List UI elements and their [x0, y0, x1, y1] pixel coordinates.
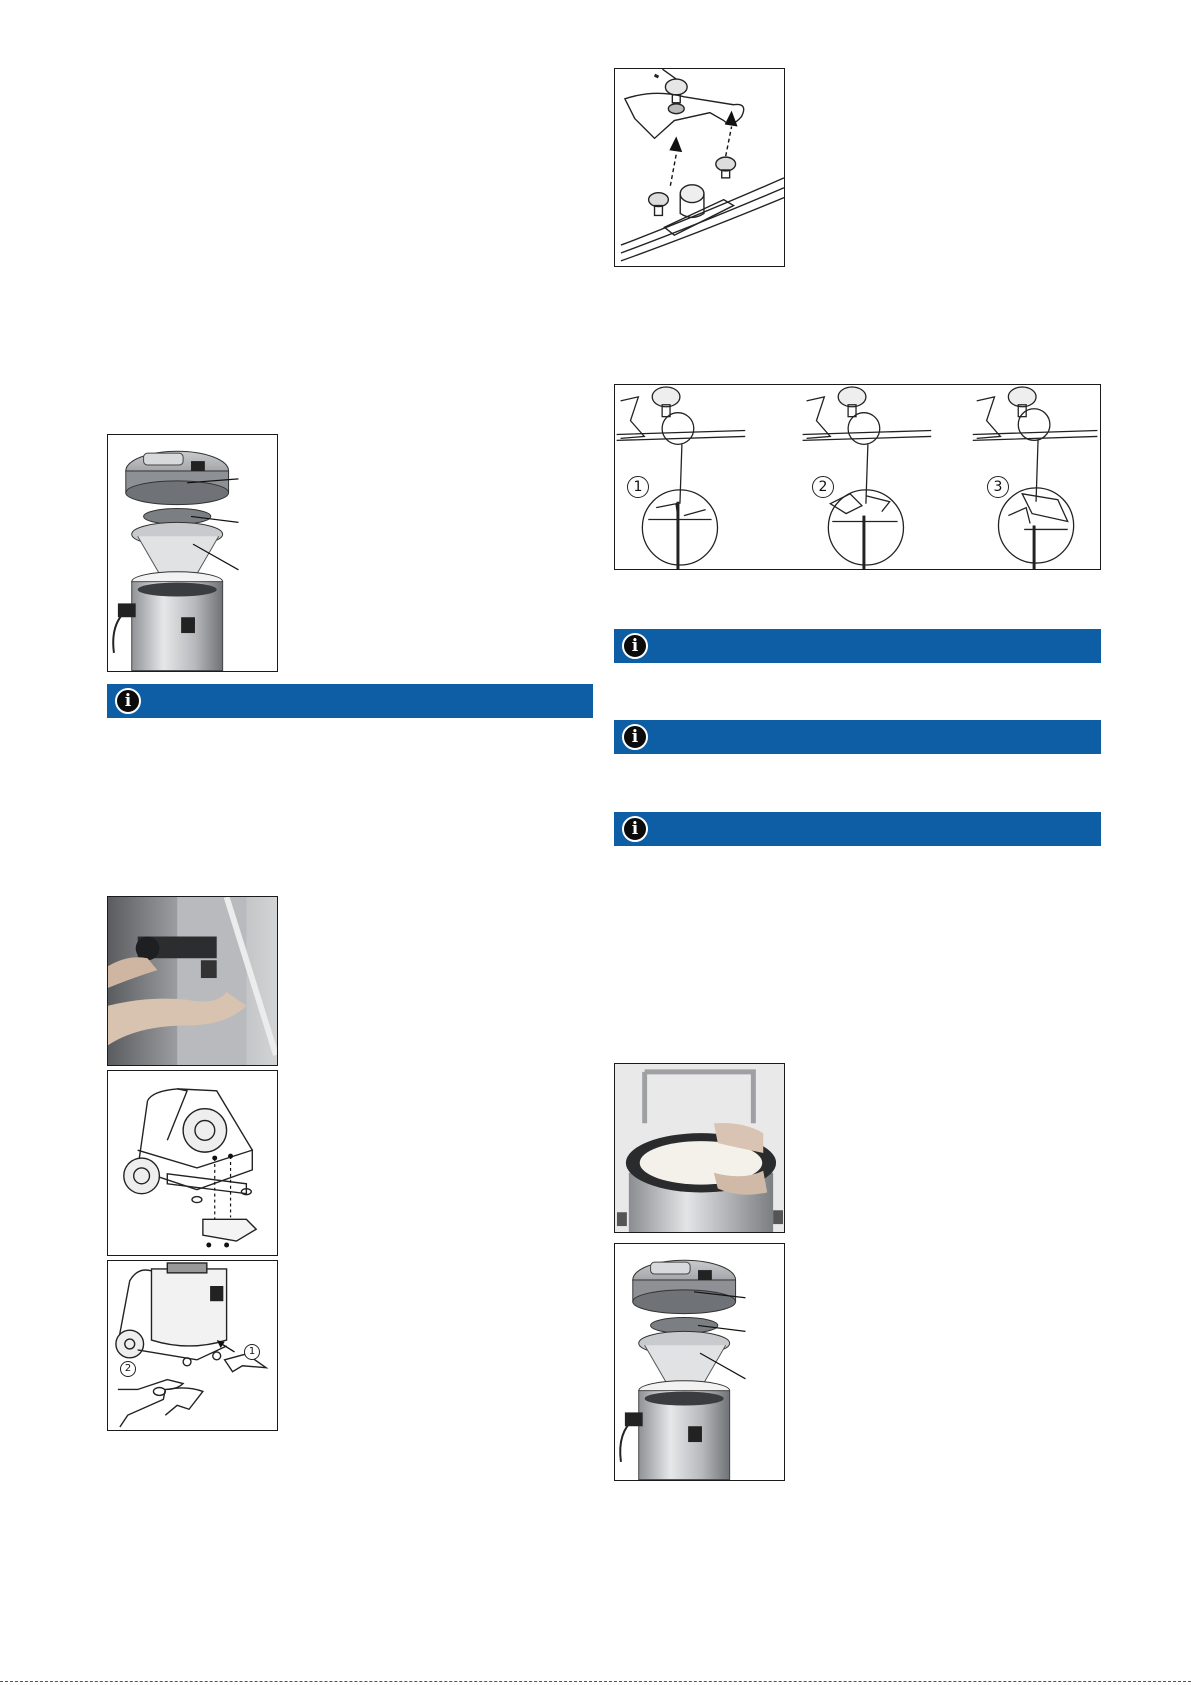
latch-steps-drawing	[615, 385, 1100, 569]
step-label-2: 2	[812, 476, 834, 498]
callout-2: 2	[120, 1361, 136, 1377]
figure-filter-ring-photo	[614, 1063, 785, 1233]
hands-fitting-filter-ring	[615, 1064, 784, 1232]
figure-head-assembly-right	[614, 1243, 785, 1481]
info-icon: i	[622, 724, 648, 750]
info-icon: i	[622, 633, 648, 659]
info-bar-right-2	[614, 720, 1101, 754]
bracket-latch-drawing	[615, 69, 784, 266]
info-bar-left	[107, 684, 593, 718]
page-bottom-edge	[0, 1681, 1191, 1682]
vacuum-head-exploded	[108, 435, 277, 671]
info-icon: i	[115, 688, 141, 714]
figure-head-assembly-left	[107, 434, 278, 672]
figure-tank-coupling	[107, 1260, 278, 1431]
figure-chassis-plate	[107, 1070, 278, 1256]
chassis-exploded-drawing	[108, 1071, 277, 1255]
info-bar-right-3	[614, 812, 1101, 846]
vacuum-head-exploded	[615, 1244, 784, 1480]
figure-coupling-bracket	[614, 68, 785, 267]
info-bar-right-1	[614, 629, 1101, 663]
figure-latch-steps	[614, 384, 1101, 570]
hand-mounting-handle	[108, 897, 277, 1065]
step-label-3: 3	[987, 476, 1009, 498]
figure-photo-handle	[107, 896, 278, 1066]
callout-1: 1	[244, 1344, 260, 1360]
info-icon: i	[622, 816, 648, 842]
step-label-1: 1	[627, 476, 649, 498]
